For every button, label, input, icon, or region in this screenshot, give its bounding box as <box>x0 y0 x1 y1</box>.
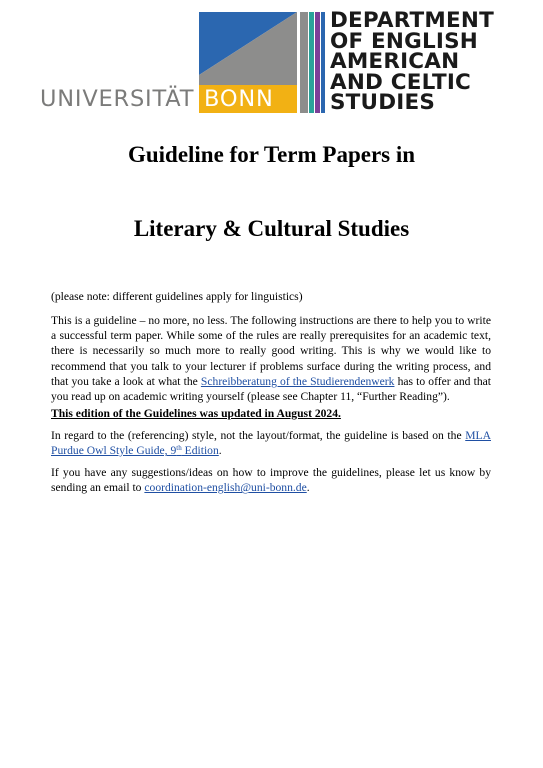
department-title <box>330 8 530 115</box>
logo-university-text: UNIVERSITÄT <box>40 86 195 112</box>
logo-city-text: BONN <box>204 86 274 112</box>
mla-link-superscript: th <box>176 444 182 453</box>
department-line: OF ENGLISH <box>330 28 478 54</box>
mla-link-text: MLA Purdue Owl Style Guide, 9 <box>51 429 491 458</box>
department-line: AND CELTIC <box>330 69 472 95</box>
style-text: In regard to the (referencing) style, not the layout/format, the guideline is based on the <box>51 429 462 442</box>
style-paragraph <box>51 428 491 458</box>
schreibberatung-link[interactable]: Schreibberatung of the Studierendenwerk <box>200 374 395 388</box>
document-title-line-2: Literary & Cultural Studies <box>133 216 410 241</box>
department-line: STUDIES <box>330 90 436 115</box>
linguistics-note: (please note: different guidelines apply for linguistics) <box>51 290 303 303</box>
mla-link-text-end: Edition <box>181 444 219 458</box>
contact-paragraph <box>51 465 491 495</box>
intro-paragraph <box>51 313 491 404</box>
intro-text-end: has to offer and that you read up on academic writing yourself (please see Chapter 11, “Further Reading”). <box>51 374 491 404</box>
style-text-end: . <box>218 444 222 458</box>
contact-email-link[interactable]: coordination-english@uni-bonn.de <box>144 481 307 495</box>
contact-end: . <box>306 481 310 495</box>
university-logo <box>0 0 543 125</box>
department-line: AMERICAN <box>330 49 460 74</box>
update-notice: This edition of the Guidelines was updated in August 2024. <box>51 407 341 420</box>
contact-text: If you have any suggestions/ideas on how to improve the guidelines, please let us know by sending an email to <box>51 466 491 495</box>
document-title-line-1: Guideline for Term Papers in <box>127 142 416 167</box>
department-line: DEPARTMENT <box>330 8 494 33</box>
intro-text: This is a guideline – no more, no less. The following instructions are there to help you to write a successful term paper. While some of the rules are really prerequisites for an academic text, there is necessarily so much more to really good writing. This is why we would like to recommend that you talk to your lecturer if problems surface during the writing process, and that you take a look at what the <box>51 314 491 388</box>
